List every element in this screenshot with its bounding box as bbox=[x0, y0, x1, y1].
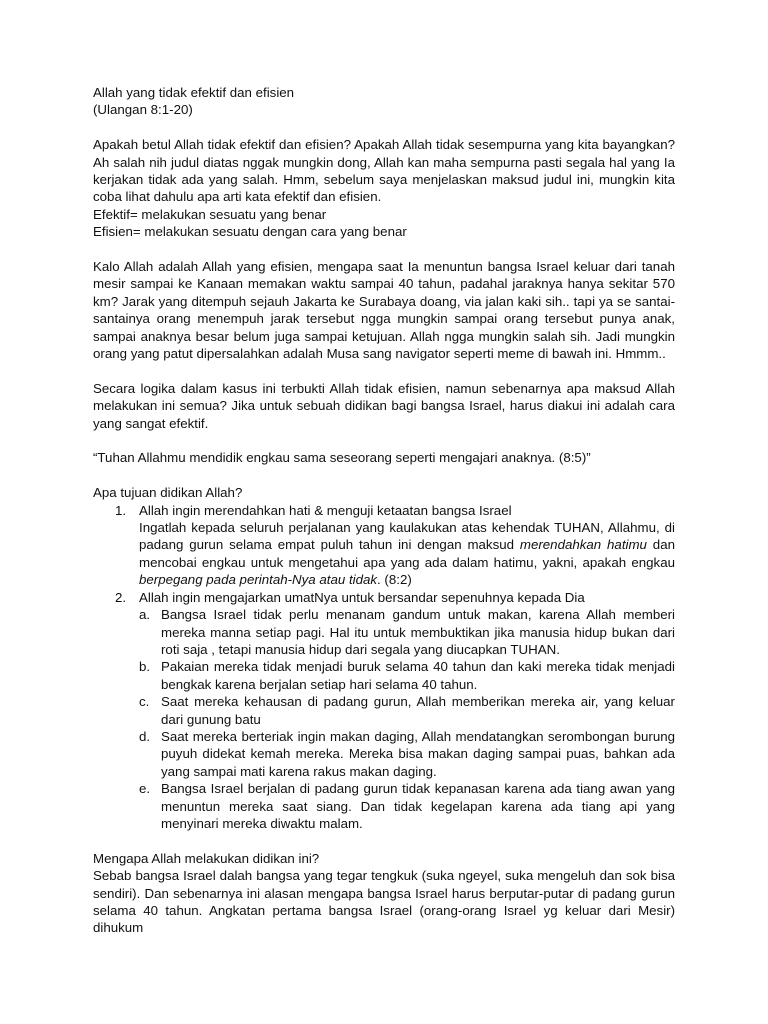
sub-list-text: Saat mereka kehausan di padang gurun, Allah memberikan mereka air, yang keluar dari gunung batu bbox=[161, 694, 675, 727]
question-heading-2: Mengapa Allah melakukan didikan ini? bbox=[93, 850, 320, 866]
spacer bbox=[93, 832, 675, 849]
sub-list-text: Bangsa Israel tidak perlu menanam gandum untuk makan, karena Allah memberi mereka manna setiap pagi. Hal itu untuk membuktikan jika manusia hidup bukan dari roti saja , tetapi manusia hidup dari segala yang diucapkan TUHAN. bbox=[161, 607, 675, 657]
spacer bbox=[93, 432, 675, 449]
sub-list-item bbox=[139, 728, 675, 780]
list-item bbox=[93, 589, 675, 833]
closing-paragraph: Sebab bangsa Israel dalah bangsa yang tegar tengkuk (suka ngeyel, suka mengeluh dan sok bisa sendiri). Dan sebenarnya ini alasan mengapa bangsa Israel harus berputar-putar di padang gurun selama 40 tahun. Angkatan pertama bangsa Israel (orang-orang Israel yg keluar dari Mesir) dihukum bbox=[93, 868, 675, 936]
spacer bbox=[93, 241, 675, 258]
document-subtitle: (Ulangan 8:1-20) bbox=[93, 102, 193, 118]
italic-text: berpegang pada perintah-Nya atau tidak bbox=[139, 572, 378, 588]
sub-list-text: Pakaian mereka tidak menjadi buruk selama 40 tahun dan kaki mereka tidak menjadi bengkak karena berjalan setiap hari selama 40 tahun. bbox=[161, 659, 675, 692]
sub-list-text: Saat mereka berteriak ingin makan daging, Allah mendatangkan serombongan burung puyuh didekat kemah mereka. Mereka bisa makan daging sampai puas, bahkan ada yang sampai mati karena rakus makan daging. bbox=[161, 728, 675, 779]
list-item bbox=[93, 502, 675, 589]
lettered-list bbox=[139, 606, 675, 832]
bible-quote: “Tuhan Allahmu mendidik engkau sama seseorang seperti mengajari anaknya. (8:5)” bbox=[93, 450, 591, 466]
document-title: Allah yang tidak efektif dan efisien bbox=[93, 85, 295, 100]
sub-list-item bbox=[139, 658, 675, 693]
sub-list-letter: b. bbox=[139, 659, 151, 675]
intro-paragraph: Apakah betul Allah tidak efektif dan efisien? Apakah Allah tidak sesempurna yang kita bayangkan? Ah salah nih judul diatas nggak mungkin dong, Allah kan maha sempurna pasti segala hal yang Ia kerjakan tidak ada yang salah. Hmm, sebelum saya menjelaskan maksud judul ini, mungkin kita coba lihat dahulu apa arti kata efektif dan efisien. bbox=[93, 137, 675, 205]
sub-list-item bbox=[139, 780, 675, 832]
sub-list-letter: a. bbox=[139, 607, 151, 623]
spacer bbox=[93, 119, 675, 136]
body-text: . (8:2) bbox=[377, 572, 412, 588]
list-number: 2. bbox=[115, 589, 127, 605]
definition-efektif: Efektif= melakukan sesuatu yang benar bbox=[93, 206, 327, 222]
paragraph-efisiensi: Kalo Allah adalah Allah yang efisien, mengapa saat Ia menuntun bangsa Israel keluar dari tanah mesir sampai ke Kanaan memakan waktu sampai 40 tahun, padahal jaraknya hanya sekitar 570 km? Jarak yang ditempuh sejauh Jakarta ke Surabaya doang, via jalan kaki sih.. tapi ya se santai-santainya orang menempuh jarak tersebut ngga mungkin sampai orang tersebut punya anak, sampai anaknya besar belum juga sampai ketujuan. Allah ngga mungkin salah sih. Jadi mungkin orang yang patut dipersalahkan adalah Musa sang navigator seperti meme di bawah ini. Hmmm.. bbox=[93, 259, 675, 362]
sub-list-letter: d. bbox=[139, 728, 151, 744]
body-text: dan mencobai engkau untuk mengetahui apa yang ada dalam hatimu, yakni, apakah engkau bbox=[139, 537, 675, 570]
list-item-heading: Allah ingin merendahkan hati & menguji ketaatan bangsa Israel bbox=[139, 502, 512, 518]
spacer bbox=[93, 467, 675, 484]
sub-list-item bbox=[139, 693, 675, 728]
sub-list-letter: e. bbox=[139, 781, 151, 797]
list-item-heading: Allah ingin mengajarkan umatNya untuk bersandar sepenuhnya kepada Dia bbox=[139, 589, 585, 605]
definition-efisien: Efisien= melakukan sesuatu dengan cara yang benar bbox=[93, 224, 407, 240]
list-item-body bbox=[139, 519, 675, 589]
sub-list-letter: c. bbox=[139, 694, 150, 710]
sub-list-text: Bangsa Israel berjalan di padang gurun tidak kepanasan karena ada tiang awan yang menuntun mereka saat siang. Dan tidak kegelapan karena ada tiang api yang menyinari mereka diwaktu malam. bbox=[161, 781, 675, 831]
sub-list-item bbox=[139, 606, 675, 658]
spacer bbox=[93, 362, 675, 379]
body-text: Ingatlah kepada seluruh perjalanan yang kaulakukan atas kehendak TUHAN, Allahmu, di padang gurun selama empat puluh tahun ini dengan maksud bbox=[139, 520, 675, 553]
list-number: 1. bbox=[115, 502, 127, 518]
numbered-list bbox=[93, 502, 675, 833]
question-heading-1: Apa tujuan didikan Allah? bbox=[93, 485, 243, 501]
italic-text: merendahkan hatimu bbox=[519, 537, 647, 553]
paragraph-logika: Secara logika dalam kasus ini terbukti Allah tidak efisien, namun sebenarnya apa maksud Allah melakukan ini semua? Jika untuk sebuah didikan bagi bangsa Israel, harus diakui ini adalah cara yang sangat efektif. bbox=[93, 380, 675, 431]
